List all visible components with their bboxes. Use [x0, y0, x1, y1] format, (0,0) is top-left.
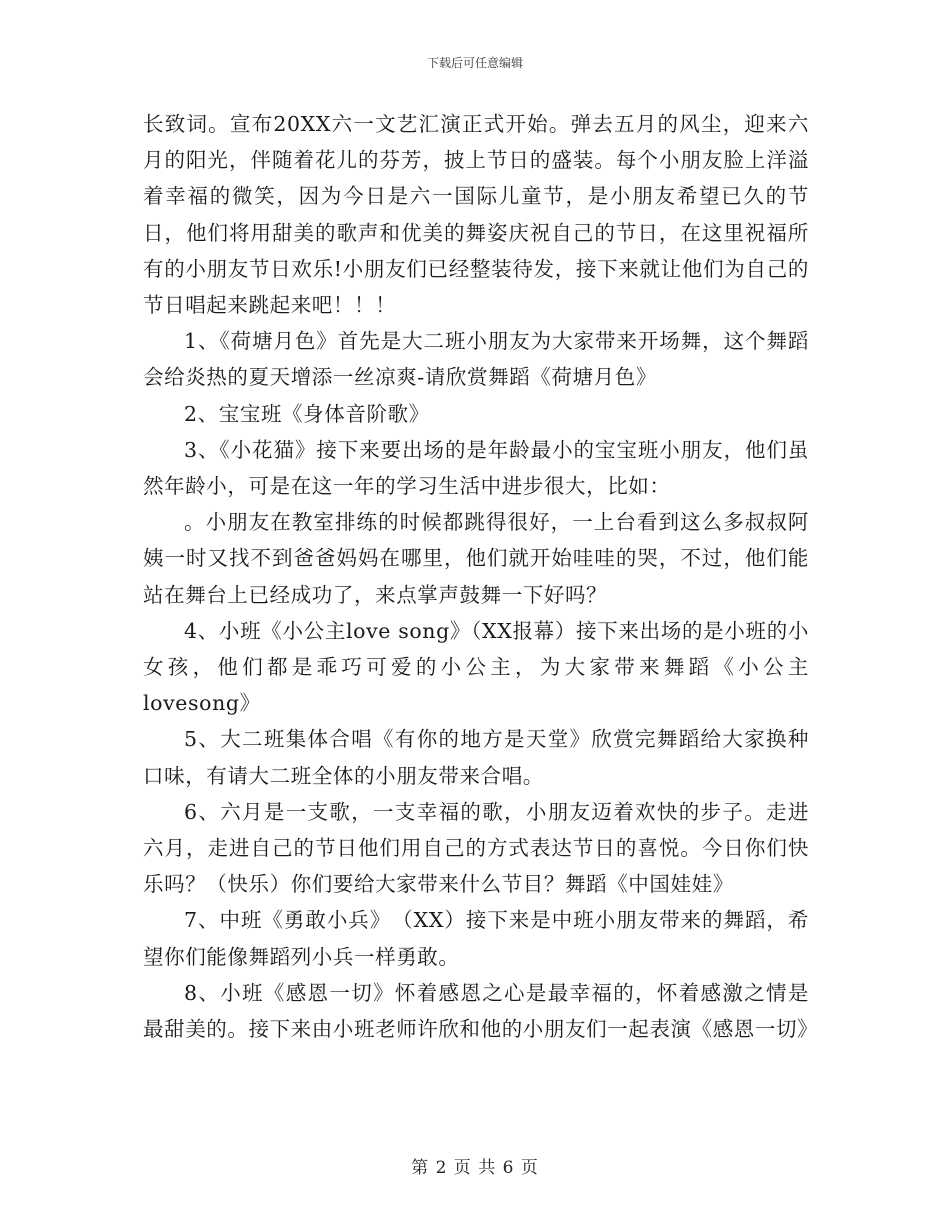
page-header: 下载后可任意编辑	[426, 56, 523, 70]
page-number-footer: 第 2 页 共 6 页	[411, 1158, 539, 1178]
paragraph-item-1: 1、《荷塘月色》首先是大二班小朋友为大家带来开场舞，这个舞蹈会给炎热的夏天增添一丝凉爽-请欣赏舞蹈《荷塘月色》	[143, 329, 809, 390]
paragraph-item-2: 2、宝宝班《身体音阶歌》	[184, 401, 430, 426]
document-body	[143, 106, 819, 1047]
paragraph-item-5: 5、大二班集体合唱《有你的地方是天堂》欣赏完舞蹈给大家换种口味，有请大二班全体的小朋友带来合唱。	[143, 727, 809, 788]
paragraph-item-3-continued: 。小朋友在教室排练的时候都跳得很好，一上台看到这么多叔叔阿姨一时又找不到爸爸妈妈在哪里，他们就开始哇哇的哭，不过，他们能站在舞台上已经成功了，来点掌声鼓舞一下好吗？	[143, 510, 809, 607]
paragraph-item-4: 4、小班《小公主love song》（XX报幕）接下来出场的是小班的小女孩，他们都是乖巧可爱的小公主，为大家带来舞蹈《小公主lovesong》	[143, 618, 809, 716]
paragraph-intro-continuation: 长致词。宣布20XX六一文艺汇演正式开始。弹去五月的风尘，迎来六月的阳光，伴随着花儿的芬芳，披上节日的盛装。每个小朋友脸上洋溢着幸福的微笑，因为今日是六一国际儿童节，是小朋友希望已久的节日，他们将用甜美的歌声和优美的舞姿庆祝自己的节日，在这里祝福所有的小朋友节日欢乐!小朋友们已经整装待发，接下来就让他们为自己的节日唱起来跳起来吧！！！	[143, 112, 809, 318]
paragraph-item-3: 3、《小花猫》接下来要出场的是年龄最小的宝宝班小朋友，他们虽然年龄小，可是在这一年的学习生活中进步很大，比如：	[143, 437, 809, 499]
paragraph-item-7: 7、中班《勇敢小兵》 （XX）接下来是中班小朋友带来的舞蹈，希望你们能像舞蹈列小兵一样勇敢。	[143, 908, 809, 969]
paragraph-item-8: 8、小班《感恩一切》怀着感恩之心是最幸福的，怀着感激之情是最甜美的。接下来由小班老师许欣和他的小朋友们一起表演《感恩一切》	[143, 980, 819, 1042]
paragraph-item-6: 6、六月是一支歌，一支幸福的歌，小朋友迈着欢快的步子。走进六月，走进自己的节日他们用自己的方式表达节日的喜悦。今日你们快乐吗？（快乐）你们要给大家带来什么节目？舞蹈《中国娃娃》	[143, 799, 809, 897]
